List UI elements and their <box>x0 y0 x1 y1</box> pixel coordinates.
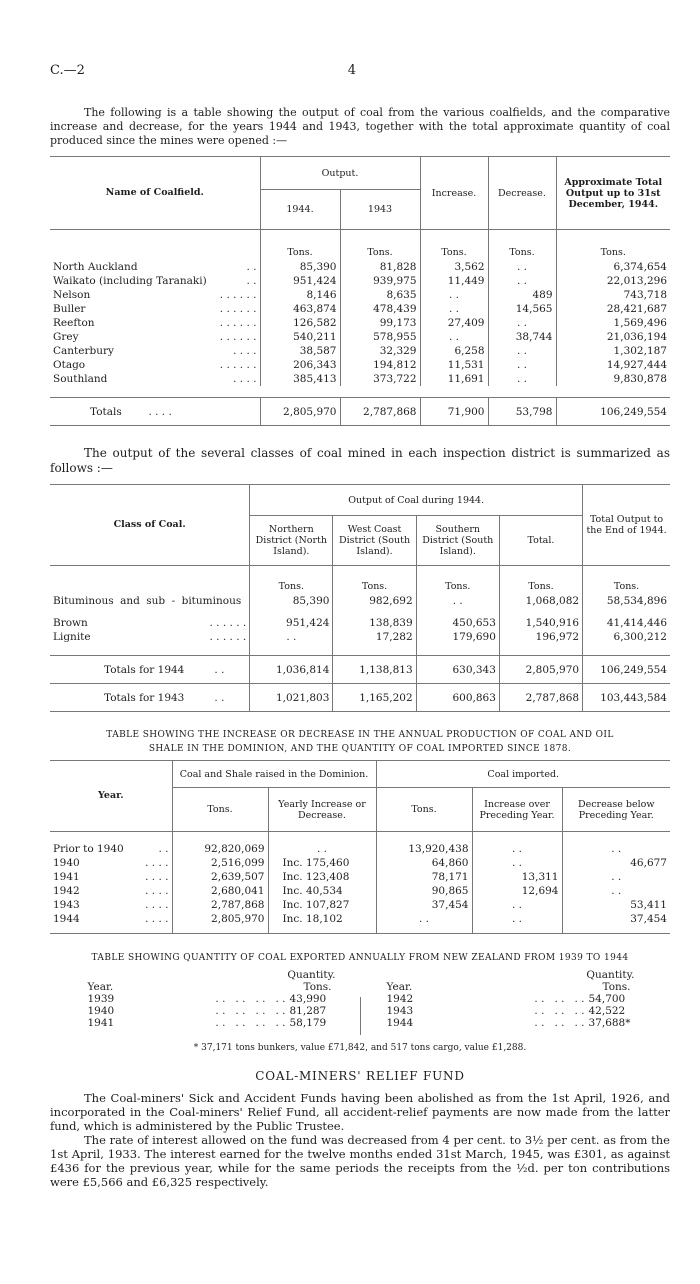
col-increase-over: Increase over Preceding Year. <box>472 788 562 832</box>
export-tons: 58,179 <box>289 1017 327 1029</box>
export-row <box>375 1017 645 1029</box>
cell-inc: . . <box>420 330 488 344</box>
export-year: 1940 <box>87 1005 115 1017</box>
coalfield-name: Waikato (including Taranaki) <box>53 274 207 287</box>
export-footnote: * 37,171 tons bunkers, value £71,842, and 517 tons cargo, value £1,288. <box>193 1043 527 1053</box>
unit-label: Tons. <box>250 566 333 594</box>
coalfield-name-cell <box>50 372 260 386</box>
cell-total: 22,013,296 <box>556 274 670 288</box>
cell-tons: 92,820,069 <box>172 842 268 856</box>
col-yearly-change: Yearly Increase or Decrease. <box>268 788 376 832</box>
unit-label: Tons. <box>488 230 556 260</box>
spacer-cell <box>416 608 499 616</box>
cell-decbelow: 37,454 <box>562 912 670 926</box>
export-row <box>375 1005 645 1017</box>
cell-yearly: . . <box>268 842 376 856</box>
cell-inc: 11,449 <box>420 274 488 288</box>
cell-o1943: 578,955 <box>340 330 420 344</box>
col-decrease: Decrease. <box>488 157 556 230</box>
spacer-cell <box>50 644 250 656</box>
export-year: 1939 <box>87 993 115 1005</box>
leader-dots: . . <box>158 842 169 855</box>
cell-dec: . . <box>488 274 556 288</box>
cell-incover: 12,694 <box>472 884 562 898</box>
cell-inc: 3,562 <box>420 260 488 274</box>
table-row <box>50 856 670 870</box>
cell-o1943: 194,812 <box>340 358 420 372</box>
spacer-cell <box>583 608 670 616</box>
col-coal-imported: Coal imported. <box>376 761 670 788</box>
totals-1943: 2,787,868 <box>340 398 420 426</box>
coalfield-name-cell <box>50 302 260 316</box>
coalfield-name: Reefton <box>53 316 95 329</box>
table-row <box>50 884 670 898</box>
year-cell <box>50 912 172 926</box>
cell-inc: 6,258 <box>420 344 488 358</box>
coalfield-name: North Auckland <box>53 260 138 273</box>
leader-dots: . . . . <box>145 912 169 925</box>
leader-dots: . . <box>246 274 257 287</box>
cell-west: 138,839 <box>333 616 416 630</box>
spacer-row <box>50 386 670 398</box>
table-row <box>50 260 670 274</box>
cell-yearly: Inc. 18,102 <box>268 912 376 926</box>
unit-label: Tons. <box>333 566 416 594</box>
export-tons: 54,700 <box>588 993 626 1005</box>
unit-label: Tons. <box>416 566 499 594</box>
table-row <box>50 842 670 856</box>
leader-dots: . . <box>246 260 257 273</box>
coalfield-name: Otago <box>53 358 86 371</box>
totals-increase: 71,900 <box>420 398 488 426</box>
cell-west: 982,692 <box>333 594 416 608</box>
coalfield-name: Nelson <box>53 288 91 301</box>
leader-dots: . . . . <box>145 884 169 897</box>
cell-yearly: Inc. 123,408 <box>268 870 376 884</box>
table-row <box>50 316 670 330</box>
col-class: Class of Coal. <box>113 519 186 530</box>
cell-dec: . . <box>488 260 556 274</box>
cell-total: 21,036,194 <box>556 330 670 344</box>
cell-total: 1,540,916 <box>499 616 582 630</box>
table-row <box>50 630 670 644</box>
production-import-table <box>50 760 670 934</box>
spacer-cell <box>499 644 582 656</box>
cell-incover: . . <box>472 898 562 912</box>
cell-total: 1,569,496 <box>556 316 670 330</box>
coalfield-name-cell <box>50 344 260 358</box>
col-output: Output. <box>260 157 420 190</box>
leader-dots: . . . . . . <box>219 358 257 371</box>
leader-dots: . . . . <box>233 344 257 357</box>
cell-tons: 2,516,099 <box>172 856 268 870</box>
table-row <box>50 372 670 386</box>
cell-o1944: 206,343 <box>260 358 340 372</box>
totals-1944-west: 1,138,813 <box>333 656 416 684</box>
export-column-right <box>375 969 645 1035</box>
relief-paragraph-1: The Coal-miners' Sick and Accident Funds having been abolished as from the 1st April, 1926, and incorporated in the Coal-miners' Relief Fund, all accident-relief payments are now made from the latter fund, which is administered by the Public Trustee. <box>50 1091 670 1133</box>
leader-dots: . . . . . . <box>534 1005 585 1017</box>
cell-total: 1,068,082 <box>499 594 582 608</box>
leader-dots: . . . . . . . . <box>215 1017 286 1029</box>
totals-1944-north: 1,036,814 <box>250 656 333 684</box>
year: 1942 <box>53 884 80 897</box>
table3-caption-line2: SHALE IN THE DOMINION, AND THE QUANTITY OF COAL IMPORTED SINCE 1878. <box>148 744 572 754</box>
cell-total: 743,718 <box>556 288 670 302</box>
coalfield-name-cell <box>50 260 260 274</box>
head-tons: Tons. <box>303 981 332 993</box>
col-increase: Increase. <box>420 157 488 230</box>
table-row <box>50 616 670 630</box>
table3-caption-line1: TABLE SHOWING THE INCREASE OR DECREASE IN THE ANNUAL PRODUCTION OF COAL AND OIL <box>106 730 614 740</box>
cell-o1943: 373,722 <box>340 372 420 386</box>
table-row <box>50 870 670 884</box>
export-year: 1941 <box>87 1017 115 1029</box>
cell-total: 14,927,444 <box>556 358 670 372</box>
page-header <box>50 64 670 78</box>
cell-end: 6,300,212 <box>583 630 670 644</box>
relief-paragraph-2: The rate of interest allowed on the fund was decreased from 4 per cent. to 3½ per cent. as from the 1st April, 1933. The interest earned for the twelve months ended 31st March, 1945, was £301, as against £436 for the previous year, while for the same periods the receipts from the ½d. per ton contributions were £5,566 and £6,325 respectively. <box>50 1133 670 1189</box>
col-1944: 1944. <box>260 190 340 230</box>
cell-north: 951,424 <box>250 616 333 630</box>
totals-1943-total: 2,787,868 <box>499 684 582 712</box>
leader-dots: . . . . <box>145 898 169 911</box>
year-cell <box>50 870 172 884</box>
cell-inc: . . <box>420 288 488 302</box>
cell-o1944: 540,211 <box>260 330 340 344</box>
leader-dots: . . . . <box>233 372 257 385</box>
export-year: 1942 <box>386 993 414 1005</box>
unit-label: Tons. <box>420 230 488 260</box>
leader-dots: . . . . . . <box>209 616 247 629</box>
head-quantity: Quantity. <box>586 969 635 981</box>
cell-decbelow: 46,677 <box>562 856 670 870</box>
cell-dec: . . <box>488 358 556 372</box>
col-output-1944: Output of Coal during 1944. <box>250 485 583 516</box>
totals-1943-south: 600,863 <box>416 684 499 712</box>
col-1943: 1943 <box>340 190 420 230</box>
spacer-cell <box>50 608 250 616</box>
column-divider <box>360 997 361 1035</box>
cell-o1944: 38,587 <box>260 344 340 358</box>
coalfield-name-cell <box>50 330 260 344</box>
spacer-row <box>50 644 670 656</box>
spacer-row <box>50 608 670 616</box>
cell-o1943: 939,975 <box>340 274 420 288</box>
cell-south: 450,653 <box>416 616 499 630</box>
class-name: Lignite <box>53 630 91 643</box>
cell-o1943: 32,329 <box>340 344 420 358</box>
leader-dots: . . . . . . <box>219 316 257 329</box>
document-page <box>50 0 670 1189</box>
year: 1940 <box>53 856 80 869</box>
cell-dec: . . <box>488 316 556 330</box>
cell-o1943: 478,439 <box>340 302 420 316</box>
table-row <box>50 912 670 926</box>
cell-inc: 11,531 <box>420 358 488 372</box>
page-number: 4 <box>347 63 356 78</box>
export-year: 1943 <box>386 1005 414 1017</box>
year-cell <box>50 856 172 870</box>
col-imported-tons: Tons. <box>376 788 472 832</box>
class-name-cell <box>50 616 250 630</box>
year: 1944 <box>53 912 80 925</box>
cell-inc: 11,691 <box>420 372 488 386</box>
leader-dots: . . . . . . <box>219 302 257 315</box>
table-row <box>50 302 670 316</box>
class-name-cell <box>50 594 250 608</box>
cell-dec: . . <box>488 372 556 386</box>
spacer-cell <box>250 644 333 656</box>
cell-incover: . . <box>472 842 562 856</box>
cell-total: 1,302,187 <box>556 344 670 358</box>
table-row <box>50 344 670 358</box>
totals-1944-south: 630,343 <box>416 656 499 684</box>
coalfield-name-cell <box>50 274 260 288</box>
leader-dots: . . . . <box>145 856 169 869</box>
cell-imp: 64,860 <box>376 856 472 870</box>
coalfield-output-table <box>50 156 670 426</box>
cell-total: 6,374,654 <box>556 260 670 274</box>
cell-o1944: 85,390 <box>260 260 340 274</box>
cell-south: . . <box>416 594 499 608</box>
cell-o1944: 463,874 <box>260 302 340 316</box>
coalfield-name: Southland <box>53 372 108 385</box>
totals-row-label: Totals . . . . <box>90 405 172 418</box>
totals-1944-end: 106,249,554 <box>583 656 670 684</box>
export-tons: 43,990 <box>289 993 327 1005</box>
cell-o1944: 8,146 <box>260 288 340 302</box>
intro-paragraph: The following is a table showing the output of coal from the various coalfields, and the comparative increase and decrease, for the years 1944 and 1943, together with the total approximate quantity of coal produced since the mines were opened :— <box>50 106 670 147</box>
col-west-coast: West Coast District (South Island). <box>333 516 416 566</box>
cell-total: 196,972 <box>499 630 582 644</box>
cell-incover: 13,311 <box>472 870 562 884</box>
head-tons: Tons. <box>602 981 631 993</box>
cell-imp: 90,865 <box>376 884 472 898</box>
coalfield-name: Canterbury <box>53 344 114 357</box>
coalfield-name-cell <box>50 316 260 330</box>
coalfield-name-cell <box>50 288 260 302</box>
export-tons: 37,688* <box>588 1017 631 1029</box>
col-decrease-below: Decrease below Preceding Year. <box>562 788 670 832</box>
class-name: Brown <box>53 616 88 629</box>
col-approx-total: Approximate Total Output up to 31st December, 1944. <box>556 157 670 230</box>
totals-decrease: 53,798 <box>488 398 556 426</box>
year: 1943 <box>53 898 80 911</box>
totals-1943-label: Totals for 1943 . . <box>104 691 225 704</box>
cell-yearly: Inc. 175,460 <box>268 856 376 870</box>
export-row <box>375 993 645 1005</box>
unit-label: Tons. <box>499 566 582 594</box>
leader-dots: . . . . . . <box>219 330 257 343</box>
cell-tons: 2,787,868 <box>172 898 268 912</box>
cell-inc: . . <box>420 302 488 316</box>
table-row <box>50 288 670 302</box>
cell-yearly: Inc. 107,827 <box>268 898 376 912</box>
spacer-cell <box>499 608 582 616</box>
export-column-left <box>76 969 346 1035</box>
spacer-cell <box>333 644 416 656</box>
unit-label: Tons. <box>556 230 670 260</box>
cell-decbelow: . . <box>562 884 670 898</box>
cell-dec: 14,565 <box>488 302 556 316</box>
totals-approx: 106,249,554 <box>556 398 670 426</box>
col-northern: Northern District (North Island). <box>250 516 333 566</box>
coalfield-name: Grey <box>53 330 79 343</box>
col-coal-shale-raised: Coal and Shale raised in the Dominion. <box>172 761 376 788</box>
cell-decbelow: . . <box>562 870 670 884</box>
cell-south: 179,690 <box>416 630 499 644</box>
cell-total: 28,421,687 <box>556 302 670 316</box>
cell-inc: 27,409 <box>420 316 488 330</box>
class-name: Bituminous and sub - bituminous <box>53 594 242 607</box>
cell-incover: . . <box>472 912 562 926</box>
col-total: Total. <box>499 516 582 566</box>
leader-dots: . . . . . . <box>534 993 585 1005</box>
cell-o1943: 8,635 <box>340 288 420 302</box>
table4-caption: TABLE SHOWING QUANTITY OF COAL EXPORTED ANNUALLY FROM NEW ZEALAND FROM 1939 TO 1944 <box>91 953 629 963</box>
totals-1944-label: Totals for 1944 . . <box>104 663 225 676</box>
cell-o1944: 126,582 <box>260 316 340 330</box>
leader-dots: . . . . . . <box>534 1017 585 1029</box>
cell-decbelow: . . <box>562 842 670 856</box>
cell-end: 58,534,896 <box>583 594 670 608</box>
export-table <box>50 969 670 1035</box>
cell-total: 9,830,878 <box>556 372 670 386</box>
leader-dots: . . . . . . <box>219 288 257 301</box>
cell-north: . . <box>250 630 333 644</box>
year-cell <box>50 842 172 856</box>
leader-dots: . . . . . . . . <box>215 993 286 1005</box>
head-year: Year. <box>87 981 114 993</box>
table-row <box>50 330 670 344</box>
cell-north: 85,390 <box>250 594 333 608</box>
export-row <box>76 1017 346 1029</box>
leader-dots: . . . . <box>145 870 169 883</box>
year: Prior to 1940 <box>53 842 124 855</box>
cell-west: 17,282 <box>333 630 416 644</box>
year-cell <box>50 898 172 912</box>
spacer-cell <box>583 644 670 656</box>
cell-tons: 2,680,041 <box>172 884 268 898</box>
cell-o1944: 385,413 <box>260 372 340 386</box>
col-raised-tons: Tons. <box>172 788 268 832</box>
coal-class-table <box>50 484 670 712</box>
cell-yearly: Inc. 40,534 <box>268 884 376 898</box>
spacer-cell <box>333 608 416 616</box>
class-name-cell <box>50 630 250 644</box>
export-tons: 42,522 <box>588 1005 626 1017</box>
cell-tons: 2,639,507 <box>172 870 268 884</box>
report-code: C.—2 <box>50 63 85 78</box>
cell-imp: . . <box>376 912 472 926</box>
col-year: Year. <box>97 790 124 801</box>
coalfield-name: Buller <box>53 302 86 315</box>
totals-1943-west: 1,165,202 <box>333 684 416 712</box>
totals-1944-total: 2,805,970 <box>499 656 582 684</box>
cell-end: 41,414,446 <box>583 616 670 630</box>
cell-dec: . . <box>488 344 556 358</box>
head-quantity: Quantity. <box>287 969 336 981</box>
spacer-cell <box>250 608 333 616</box>
table-row <box>50 274 670 288</box>
unit-label: Tons. <box>583 566 670 594</box>
head-year: Year. <box>386 981 413 993</box>
cell-imp: 13,920,438 <box>376 842 472 856</box>
year: 1941 <box>53 870 80 883</box>
leader-dots: . . . . . . <box>209 630 247 643</box>
cell-o1943: 81,828 <box>340 260 420 274</box>
table-row <box>50 358 670 372</box>
export-year: 1944 <box>386 1017 414 1029</box>
cell-dec: 38,744 <box>488 330 556 344</box>
table3-caption <box>50 728 670 756</box>
table-row <box>50 594 670 608</box>
classes-paragraph: The output of the several classes of coal mined in each inspection district is summarized as follows :— <box>50 446 670 475</box>
cell-decbelow: 53,411 <box>562 898 670 912</box>
col-southern: Southern District (South Island). <box>416 516 499 566</box>
cell-o1943: 99,173 <box>340 316 420 330</box>
cell-incover: . . <box>472 856 562 870</box>
coalfield-name-cell <box>50 358 260 372</box>
cell-imp: 37,454 <box>376 898 472 912</box>
relief-fund-title: COAL-MINERS' RELIEF FUND <box>255 1069 465 1083</box>
cell-imp: 78,171 <box>376 870 472 884</box>
export-row <box>76 1005 346 1017</box>
col-total-end: Total Output to the End of 1944. <box>583 485 670 566</box>
cell-dec: 489 <box>488 288 556 302</box>
col-coalfield-name: Name of Coalfield. <box>105 187 204 198</box>
unit-label: Tons. <box>260 230 340 260</box>
spacer-cell <box>416 644 499 656</box>
unit-label: Tons. <box>340 230 420 260</box>
leader-dots: . . . . . . . . <box>215 1005 286 1017</box>
cell-tons: 2,805,970 <box>172 912 268 926</box>
table-row <box>50 898 670 912</box>
export-tons: 81,287 <box>289 1005 327 1017</box>
totals-1943-north: 1,021,803 <box>250 684 333 712</box>
export-row <box>76 993 346 1005</box>
year-cell <box>50 884 172 898</box>
totals-1944: 2,805,970 <box>260 398 340 426</box>
totals-1943-end: 103,443,584 <box>583 684 670 712</box>
cell-o1944: 951,424 <box>260 274 340 288</box>
